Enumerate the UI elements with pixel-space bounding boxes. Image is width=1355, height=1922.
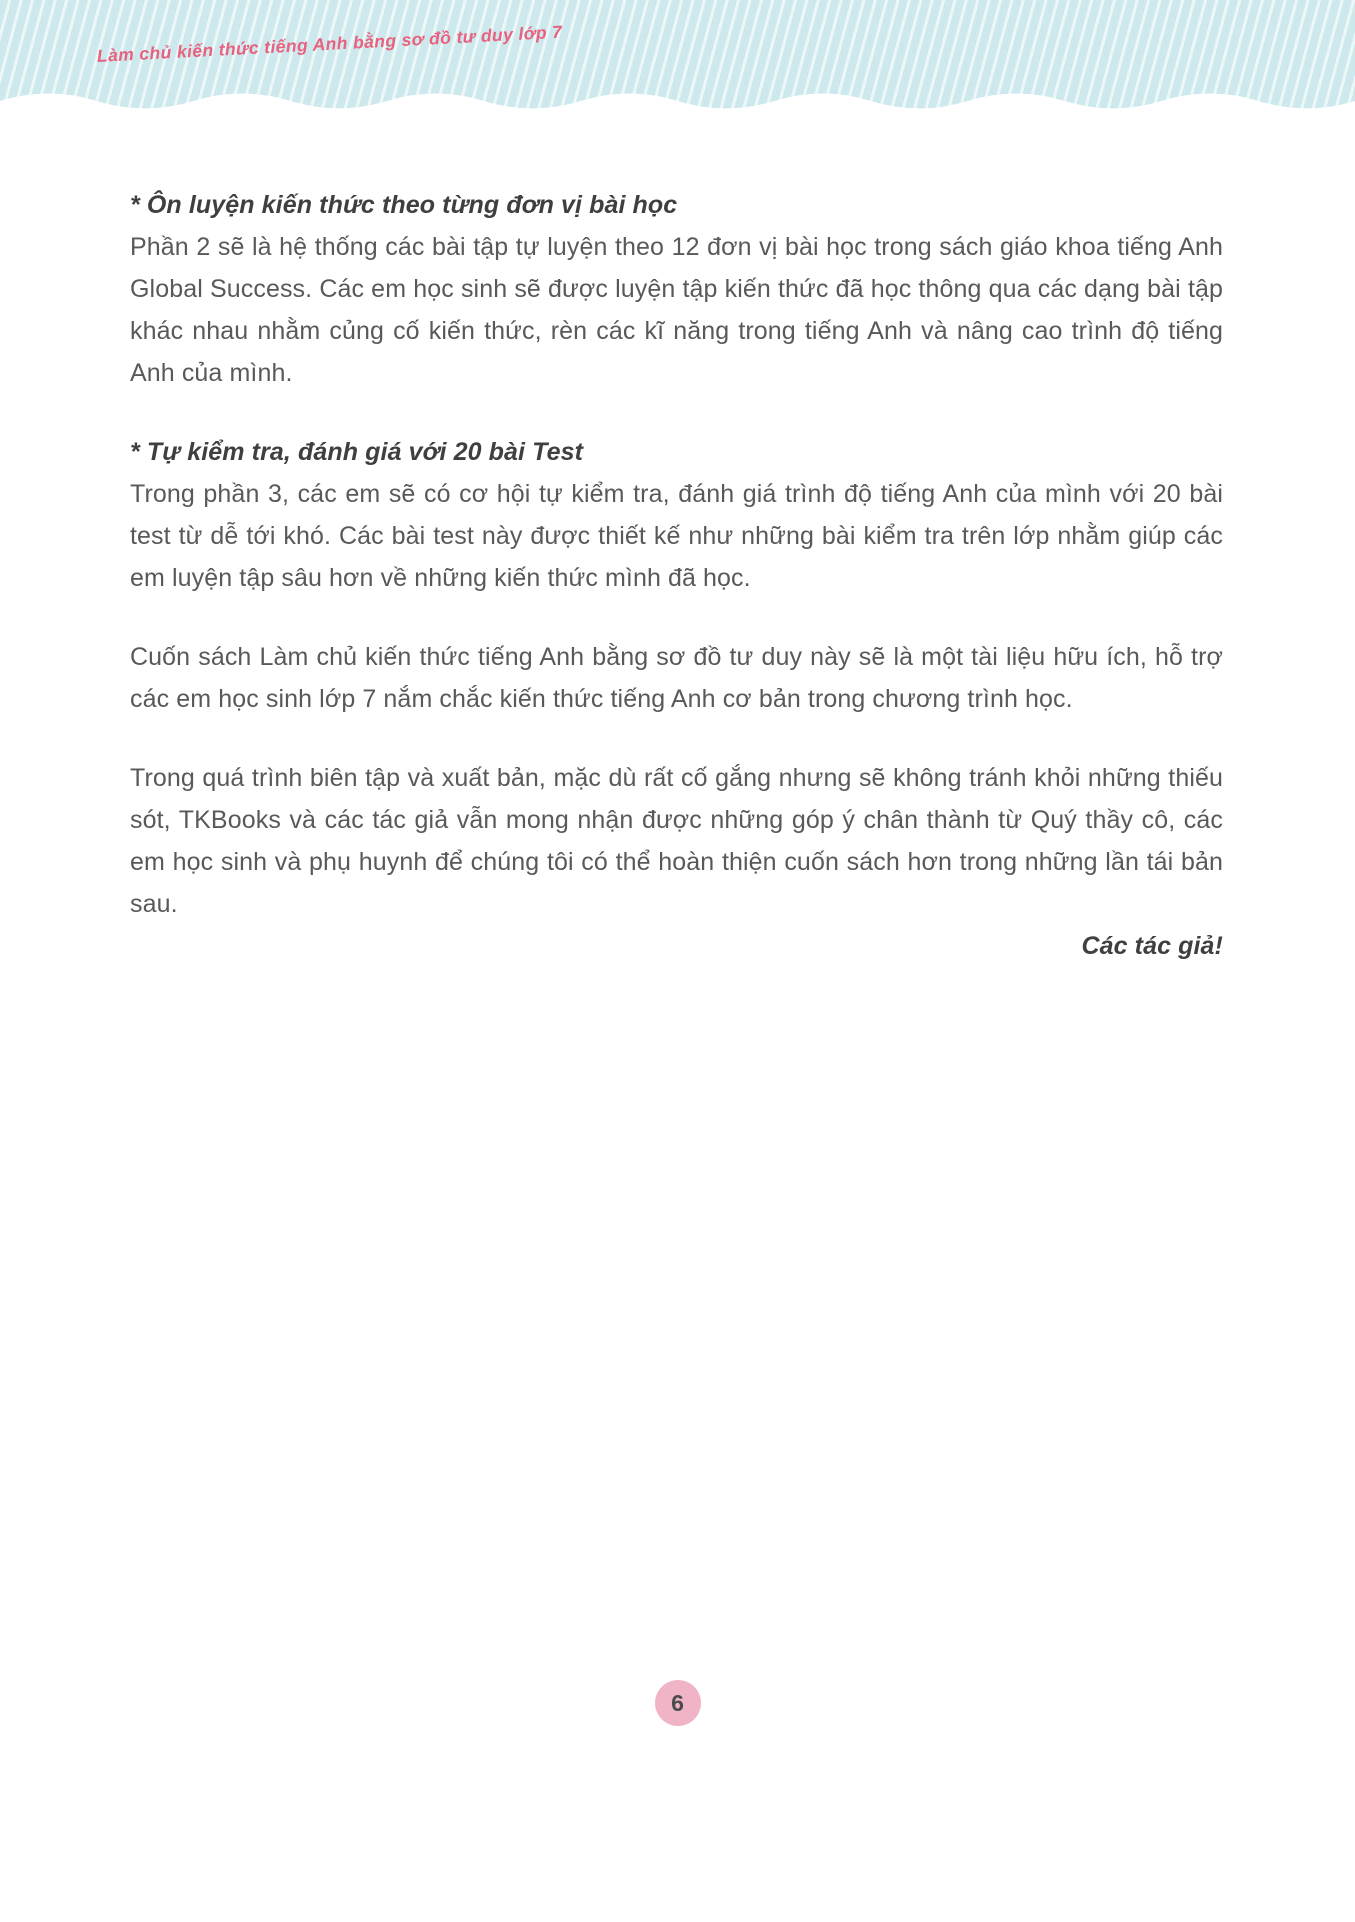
section-body-self-test: Trong phần 3, các em sẽ có cơ hội tự kiểm tra, đánh giá trình độ tiếng Anh của mình với 20 bài test từ dễ tới khó. Các bài test này được thiết kế như những bài kiểm tra trên lớp nhằm giúp các em luyện tập sâu hơn về những kiến thức mình đã học. [130, 480, 1223, 592]
header-wave-edge [0, 84, 1355, 120]
authors-signature: Các tác giả! [1081, 932, 1223, 960]
paragraph-publisher-note: Trong quá trình biên tập và xuất bản, mặc dù rất cố gắng nhưng sẽ không tránh khỏi những thiếu sót, TKBooks và các tác giả vẫn mong nhận được những góp ý chân thành từ Quý thầy cô, các em học sinh và phụ huynh để chúng tôi có thể hoàn thiện cuốn sách hơn trong những lần tái bản sau. [130, 764, 1223, 918]
book-title: Làm chủ kiến thức tiếng Anh bằng sơ đồ tư duy lớp 7 [96, 21, 563, 66]
section-heading-review-units: * Ôn luyện kiến thức theo từng đơn vị bài học [130, 191, 678, 219]
page-content [130, 120, 1223, 967]
paragraph-book-purpose: Cuốn sách Làm chủ kiến thức tiếng Anh bằng sơ đồ tư duy này sẽ là một tài liệu hữu ích, hỗ trợ các em học sinh lớp 7 nắm chắc kiến thức tiếng Anh cơ bản trong chương trình học. [130, 643, 1223, 713]
page-number: 6 [671, 1689, 684, 1716]
section-body-review-units: Phần 2 sẽ là hệ thống các bài tập tự luyện theo 12 đơn vị bài học trong sách giáo khoa tiếng Anh Global Success. Các em học sinh sẽ được luyện tập kiến thức đã học thông qua các dạng bài tập khác nhau nhằm củng cố kiến thức, rèn các kĩ năng trong tiếng Anh và nâng cao trình độ tiếng Anh của mình. [130, 233, 1223, 387]
section-heading-self-test: * Tự kiểm tra, đánh giá với 20 bài Test [130, 438, 584, 466]
page-header [0, 0, 1355, 120]
page-number-badge [655, 1680, 701, 1726]
